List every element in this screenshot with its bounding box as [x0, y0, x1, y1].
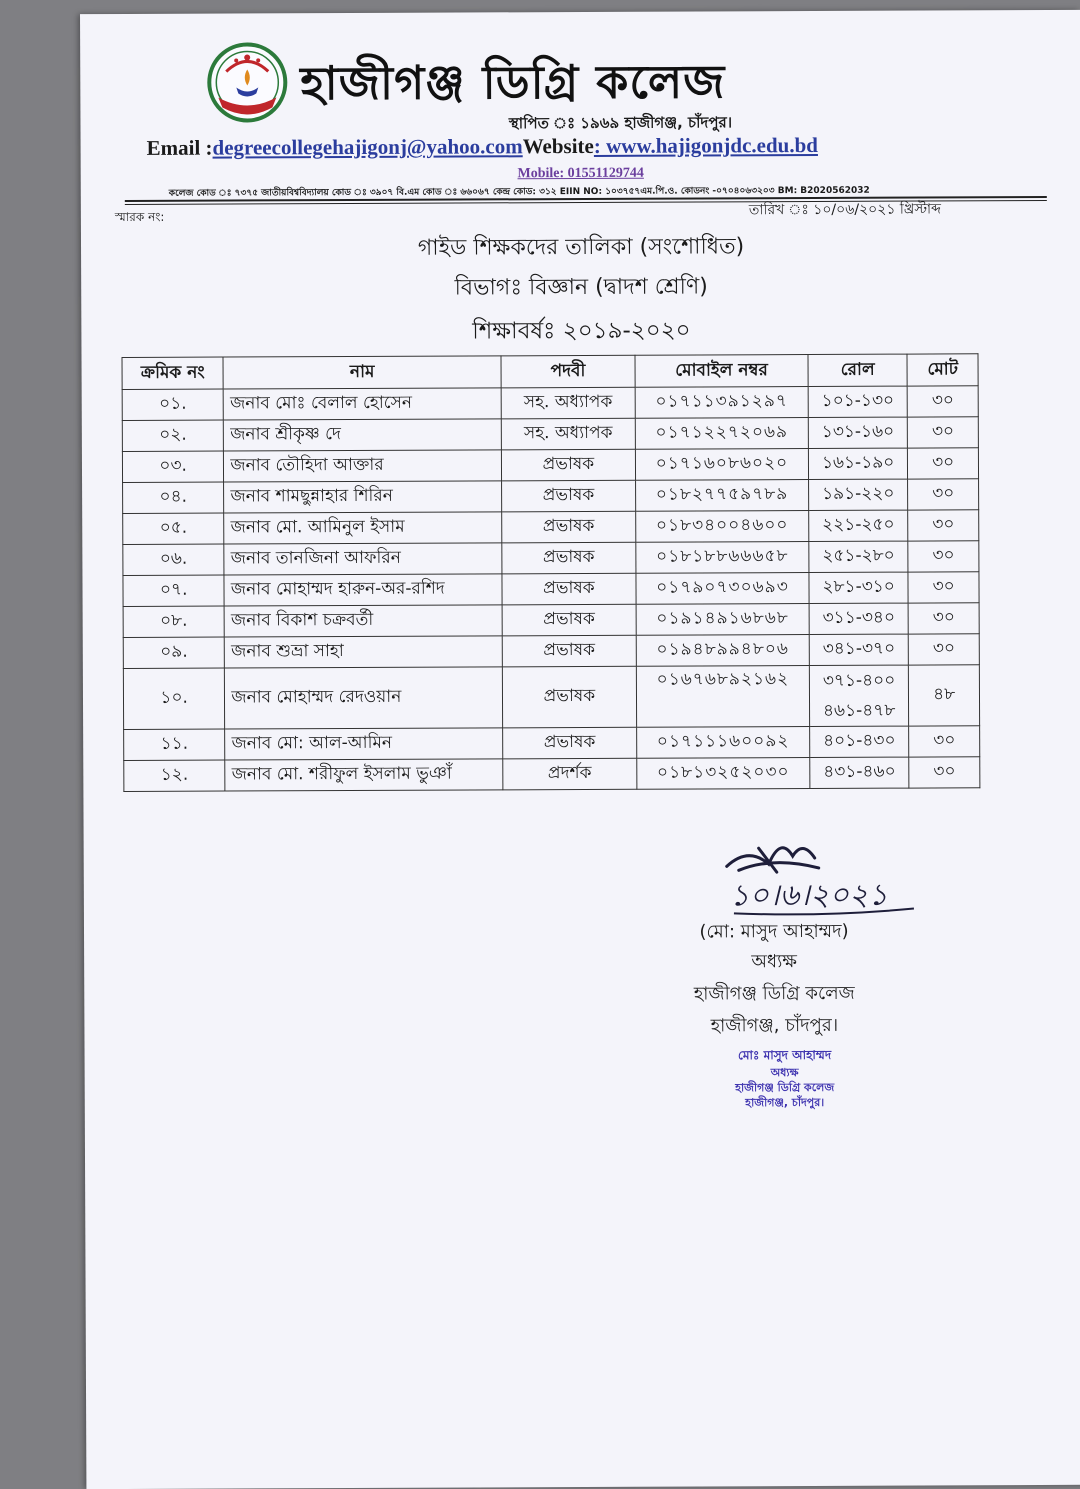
cell-mobile: ০১৭১২২৭২০৬৯: [635, 418, 808, 450]
cell-total: ৩০: [909, 757, 980, 788]
cell-name: জনাব মোহাম্মদ হারুন-অর-রশিদ: [224, 574, 502, 606]
cell-name: জনাব মোঃ বেলাল হোসেন: [224, 388, 502, 420]
cell-roll: ১০১-১৩০: [808, 386, 907, 417]
contact-line: [147, 132, 1047, 161]
cell-total: ৩০: [908, 603, 979, 634]
cell-name: জনাব মো: আল-আমিন: [225, 728, 503, 760]
cell-designation: সহ. অধ্যাপক: [501, 418, 635, 450]
cell-serial: ০৩.: [122, 451, 223, 482]
cell-designation: প্রভাষক: [502, 511, 636, 543]
roll-range: ৩৭১-৪০০: [822, 670, 896, 691]
cell-mobile: ০১৭১১১৬০০৯২: [637, 727, 810, 759]
header-designation: পদবী: [501, 355, 635, 388]
cell-mobile: ০১৮৩৪০০৪৬০০: [636, 511, 809, 543]
stamp-address: হাজীগঞ্জ, চাঁদপুর।: [745, 1095, 825, 1110]
cell-roll: [809, 665, 909, 726]
institution-codes: কলেজ কোড ঃ ৭৩৭৫ জাতীয়বিশ্ববিদ্যালয় কোড ঃ ৩৯০৭ বি.এম কোড ঃ ৬৬০৬৭ কেন্দ্র কোড: ৩১২ EIIN NO: ১০৩৭৫৭এম.পি.ও. কোডনং -০৭০৪০৬৩২০৩ BM: B2020562032: [168, 185, 870, 199]
cell-roll: ১৯১-২২০: [809, 479, 908, 510]
cell-roll: ৪৩১-৪৬০: [810, 757, 909, 788]
mobile-number: Mobile: 01551129744: [517, 165, 644, 182]
cell-serial: ০৬.: [123, 544, 224, 575]
signatory-college: হাজীগঞ্জ ডিগ্রি কলেজ: [693, 982, 855, 1005]
header-name: নাম: [223, 356, 501, 389]
cell-roll: ৩৪১-৩৭০: [809, 634, 908, 665]
college-name: হাজীগঞ্জ ডিগ্রি কলেজ: [300, 54, 726, 111]
table-row: [122, 448, 978, 483]
cell-serial: ০৯.: [123, 637, 224, 668]
cell-total: ৩০: [909, 726, 980, 757]
cell-serial: ০২.: [122, 420, 223, 451]
cell-roll: ২২১-২৫০: [809, 510, 908, 541]
header-total: মোট: [907, 354, 978, 386]
website-label: Website: [522, 133, 594, 159]
cell-total: ৩০: [907, 386, 978, 417]
document-page: [80, 10, 1080, 1489]
cell-designation: প্রভাষক: [502, 635, 636, 667]
cell-designation: প্রভাষক: [502, 573, 636, 605]
table-header-row: [122, 354, 978, 390]
table-row: [123, 634, 979, 669]
cell-serial: ০৫.: [123, 513, 224, 544]
cell-mobile: ০১৮১৩২৫২০৩০: [637, 758, 810, 790]
cell-serial: ১০.: [123, 668, 225, 729]
cell-mobile: ০১৭৯০৭৩০৬৯৩: [636, 573, 809, 605]
stamp-college: হাজীগঞ্জ ডিগ্রি কলেজ: [735, 1080, 835, 1095]
college-logo-icon: [206, 41, 288, 123]
table-row: [122, 386, 978, 421]
cell-total: ৩০: [908, 510, 979, 541]
cell-total: ৩০: [909, 634, 980, 665]
list-title: গাইড শিক্ষকদের তালিকা (সংশোধিত): [417, 234, 745, 261]
table-row: [123, 510, 979, 545]
cell-roll: ৪০১-৪৩০: [810, 726, 909, 757]
cell-name: জনাব শামছুন্নাহার শিরিন: [224, 481, 502, 513]
stamp-designation: অধ্যক্ষ: [770, 1066, 799, 1080]
cell-designation: প্রভাষক: [502, 542, 636, 574]
department-title: বিভাগঃ বিজ্ঞান (দ্বাদশ শ্রেণি): [454, 274, 708, 301]
signatory-name: (মো: মাসুদ আহাম্মদ): [699, 920, 849, 943]
cell-mobile: ০১৬৭৬৮৯২১৬২: [636, 666, 809, 728]
cell-mobile: ০১৮১৮৮৬৬৬৫৮: [636, 542, 809, 574]
academic-year: শিক্ষাবর্ষঃ ২০১৯-২০২০: [472, 317, 691, 345]
cell-designation: প্রভাষক: [501, 480, 635, 512]
cell-name: জনাব তৌহিদা আক্তার: [224, 450, 502, 482]
cell-designation: প্রভাষক: [502, 604, 636, 636]
cell-mobile: ০১৮২৭৭৫৯৭৮৯: [635, 480, 808, 512]
cell-total: ৩০: [908, 417, 979, 448]
cell-total: ৩০: [908, 448, 979, 479]
website-link[interactable]: : www.hajigonjdc.edu.bd: [593, 132, 818, 158]
cell-total: ৩০: [908, 541, 979, 572]
table-row: [122, 417, 978, 452]
cell-serial: ০৪.: [123, 482, 224, 513]
table-row: [123, 572, 979, 607]
cell-mobile: ০১৭১৬০৮৬০২০: [635, 449, 808, 481]
svg-text:১০।৬।২০২১: ১০।৬।২০২১: [729, 877, 888, 914]
header-serial: ক্রমিক নং: [122, 357, 223, 389]
cell-mobile: ০১৯১৪৯১৬৮৬৮: [636, 604, 809, 636]
signatory-designation: অধ্যক্ষ: [751, 951, 797, 973]
roll-range-extra: ৪৬১-৪৭৮: [822, 700, 896, 721]
table-row: [124, 726, 980, 761]
cell-serial: ০৮.: [123, 606, 224, 637]
cell-name: জনাব বিকাশ চক্রবর্তী: [224, 605, 502, 637]
cell-roll: ১৬১-১৯০: [808, 448, 907, 479]
table-row: [123, 603, 979, 638]
document-date: তারিখ ঃ ১০/০৬/২০২১ খ্রিস্টাব্দ: [748, 201, 941, 219]
cell-roll: ৩১১-৩৪০: [809, 603, 908, 634]
table-row: [123, 479, 979, 514]
cell-total: ৩০: [908, 479, 979, 510]
cell-roll: ২৮১-৩১০: [809, 572, 908, 603]
table-row: [123, 541, 979, 576]
cell-mobile: ০১৭১১৩৯১২৯৭: [635, 387, 808, 419]
cell-designation: প্রভাষক: [502, 666, 636, 728]
cell-serial: ১১.: [124, 729, 225, 760]
cell-designation: প্রভাষক: [502, 727, 636, 759]
signatory-address: হাজীগঞ্জ, চাঁদপুর।: [710, 1014, 839, 1037]
cell-name: জনাব তানজিনা আফরিন: [224, 543, 502, 575]
cell-name: জনাব মো. আমিনুল ইসাম: [224, 512, 502, 544]
cell-designation: প্রদর্শক: [503, 758, 637, 790]
cell-roll: ১৩১-১৬০: [808, 417, 907, 448]
cell-designation: প্রভাষক: [501, 449, 635, 481]
cell-designation: সহ. অধ্যাপক: [501, 387, 635, 419]
cell-roll: ২৫১-২৮০: [809, 541, 908, 572]
cell-total: ৩০: [908, 572, 979, 603]
cell-name: জনাব শ্রীকৃষ্ণ দে: [224, 419, 502, 451]
established-line: স্থাপিত ঃ ১৯৬৯ হাজীগঞ্জ, চাঁদপুর।: [508, 113, 733, 133]
cell-name: জনাব শুভ্রা সাহা: [225, 636, 503, 668]
cell-serial: ১২.: [124, 760, 225, 791]
cell-serial: ০১.: [122, 389, 223, 420]
table-row: [123, 665, 979, 730]
header-roll: রোল: [808, 354, 907, 386]
handwritten-date: [724, 869, 924, 918]
email-label: Email :: [146, 135, 213, 160]
cell-name: জনাব মোহাম্মদ রেদওয়ান: [225, 667, 503, 729]
cell-total: ৪৮: [909, 665, 980, 726]
cell-name: জনাব মো. শরীফুল ইসলাম ভুঞাঁ: [225, 759, 503, 791]
stamp-name: মোঃ মাসুদ আহাম্মদ: [737, 1047, 832, 1063]
email-link[interactable]: degreecollegehajigonj@yahoo.com: [212, 134, 523, 160]
cell-serial: ০৭.: [123, 575, 224, 606]
header-mobile: মোবাইল নম্বর: [635, 355, 808, 388]
cell-mobile: ০১৯৪৮৯৯৪৮০৬: [636, 635, 809, 667]
table-row: [124, 757, 980, 792]
guide-teachers-table: [122, 353, 981, 792]
memo-number: স্মারক নং:: [114, 209, 165, 225]
